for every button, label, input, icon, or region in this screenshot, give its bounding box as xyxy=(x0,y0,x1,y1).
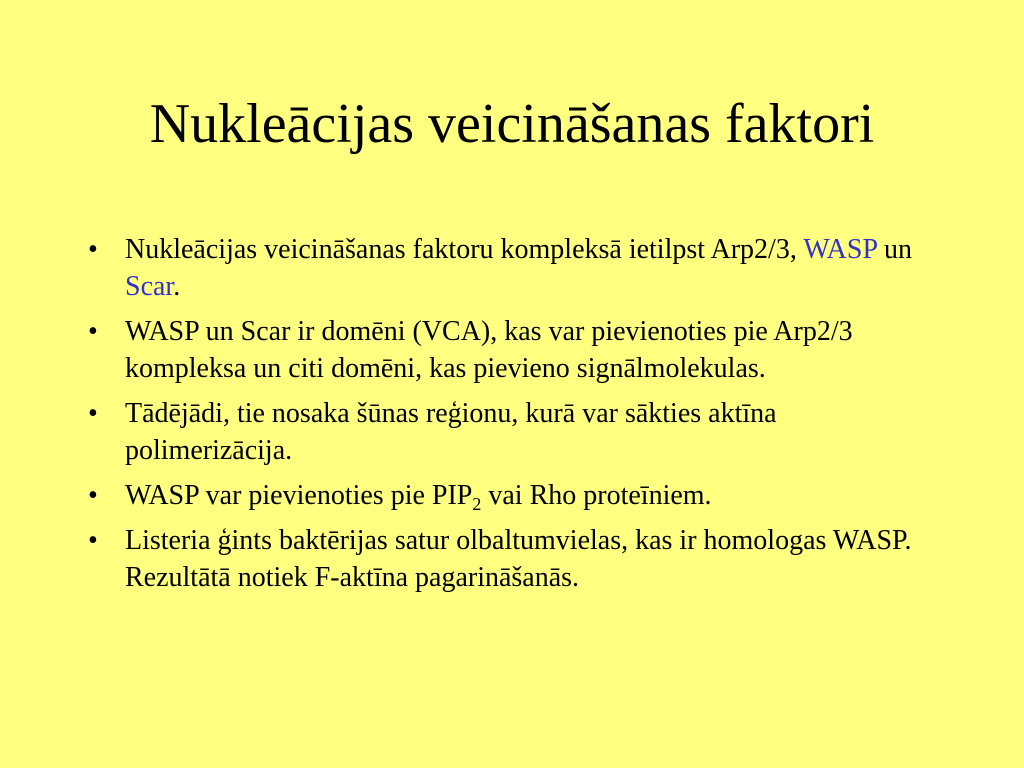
bullet-text: vai Rho proteīniem. xyxy=(481,480,712,511)
bullet-item xyxy=(85,522,945,596)
bullet-icon: • xyxy=(88,234,98,265)
bullet-icon: • xyxy=(88,480,98,511)
bullet-text: Nukleācijas veicināšanas faktoru kompleksā ietilpst Arp2/3, xyxy=(125,234,804,265)
slide-title: Nukleācijas veicināšanas faktori xyxy=(149,93,875,155)
bullet-text: Tādējādi, tie nosaka šūnas reģionu, kurā var sākties aktīna polimerizācija. xyxy=(125,398,777,466)
scar-link[interactable]: Scar xyxy=(125,271,174,302)
bullet-item xyxy=(85,395,945,469)
bullet-text: Listeria ģints baktērijas satur olbaltumvielas, kas ir homologas WASP. Rezultātā notiek F-aktīna pagarināšanās. xyxy=(125,525,912,593)
subscript-text: 2 xyxy=(472,494,482,514)
bullet-icon: • xyxy=(88,525,98,556)
bullet-item xyxy=(85,231,945,305)
bullet-text: . xyxy=(173,271,181,302)
bullet-item xyxy=(85,477,945,514)
bullet-text: WASP var pievienoties pie PIP xyxy=(125,480,473,511)
wasp-link[interactable]: WASP xyxy=(803,234,877,265)
bullet-text: WASP un Scar ir domēni (VCA), kas var pievienoties pie Arp2/3 kompleksa un citi domēni, kas pievieno signālmolekulas. xyxy=(125,316,853,384)
bullet-text: un xyxy=(876,234,912,265)
bullet-icon: • xyxy=(88,398,98,429)
bullet-icon: • xyxy=(88,316,98,347)
bullet-list xyxy=(85,231,945,604)
bullet-item xyxy=(85,313,945,387)
